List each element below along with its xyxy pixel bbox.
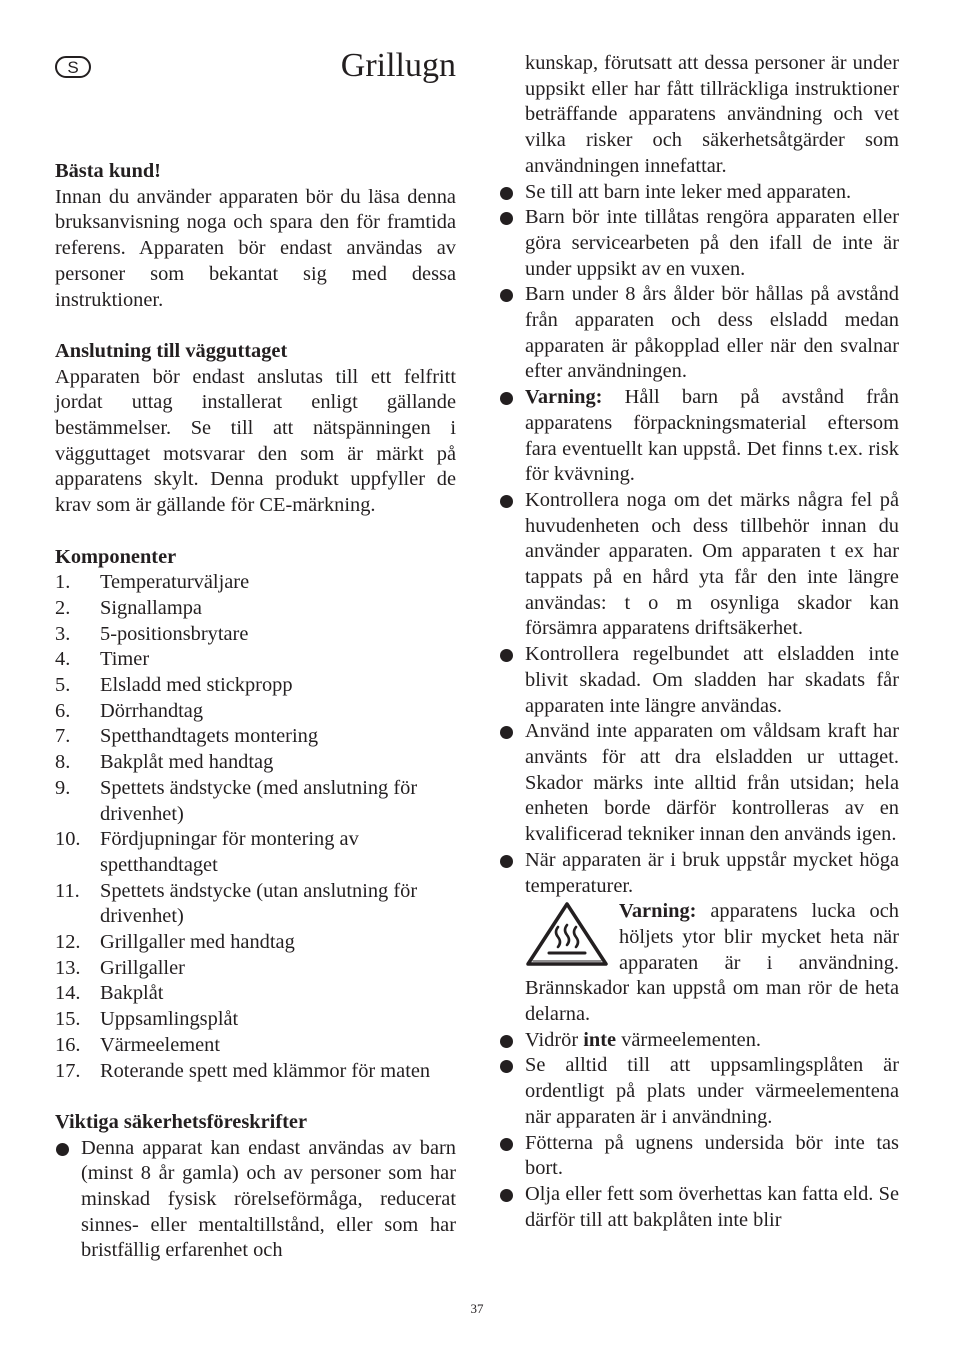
item-text: Kontrollera noga om det märks några fel på huvudenheten och dess tillbehör innan du använder apparaten. Om apparaten t ex har tappats på en hård yta får den inte längre användas: t o m osynliga skador kan försämra apparatens driftsäkerhet. xyxy=(525,488,899,640)
item-text: Denna apparat kan endast användas av barn (minst 8 år gamla) och av personer som har minskad fysisk rörelseförmåga, reducerat sinnes- eller mentaltillstånd, eller som har bristfällig erfarenhet och xyxy=(81,1136,456,1262)
item-text: Signallampa xyxy=(100,596,202,619)
list-item xyxy=(55,879,456,930)
list-item xyxy=(499,1053,899,1130)
item-text: Barn under 8 års ålder bör hållas på avstånd från apparaten och dess elsladd medan apparaten är påkopplad eller när den svalnar efter användningen. xyxy=(525,283,899,383)
item-text: Roterande spett med klämmor för maten xyxy=(100,1059,431,1082)
intro-heading: Bästa kund! xyxy=(55,160,161,182)
list-item xyxy=(55,981,456,1007)
item-text: Se alltid till att uppsamlingsplåten är ordentligt på plats under värmeelementena när apparaten är i användning. xyxy=(525,1054,899,1128)
item-text: Värmeelement xyxy=(100,1033,221,1056)
list-item xyxy=(499,1182,899,1233)
bullet-icon xyxy=(499,848,525,899)
components-list xyxy=(55,570,456,1084)
connection-body: Apparaten bör endast anslutas till ett felfritt jordat uttag installerat enligt gällande bestämmelser. Se till att nätspänningen i vägguttaget motsvarar den som är märkt på apparatens skylt. Denna produkt uppfyller de krav som är gällande för CE-märkning. xyxy=(55,365,456,517)
bullet-icon xyxy=(499,1182,525,1233)
list-item xyxy=(55,673,456,699)
item-text: 5-positionsbrytare xyxy=(100,622,249,645)
warning-text: Håll barn på avstånd från apparatens förpackningsmaterial eftersom fara eventuellt kan uppstå. Det finns t.ex. risk för kvävning. xyxy=(525,386,899,486)
item-number: 15. xyxy=(55,1008,81,1031)
bullet-icon xyxy=(499,205,525,282)
item-text: Spettets ändstycke (utan anslutning för drivenhet) xyxy=(100,879,418,928)
item-number: 17. xyxy=(55,1059,81,1082)
item-text: Bakplåt med handtag xyxy=(100,751,274,774)
item-text: Olja eller fett som överhettas kan fatta eld. Se därför till att bakplåten inte blir xyxy=(525,1182,899,1231)
safety-list-end xyxy=(499,1028,899,1234)
item-number: 12. xyxy=(55,931,81,954)
left-column xyxy=(55,159,456,1264)
language-badge xyxy=(55,56,91,78)
list-item xyxy=(499,385,899,488)
item-text-part: värmeelementen. xyxy=(616,1028,762,1051)
intro-body: Innan du använder apparaten bör du läsa denna bruksanvisning noga och spara den för framtida referens. Apparaten bör endast användas av personer som bekantat sig med dessa instruktioner. xyxy=(55,185,456,311)
item-text: Spettets ändstycke (med anslutning för drivenhet) xyxy=(100,776,418,825)
item-text: Kontrollera regelbundet att elsladden inte blivit skadad. Om sladden har skadats får apparaten inte längre användas. xyxy=(525,643,899,717)
bullet-icon xyxy=(499,1131,525,1182)
item-text xyxy=(525,1028,899,1054)
item-text xyxy=(525,385,899,488)
item-number: 7. xyxy=(55,725,71,748)
item-number: 6. xyxy=(55,699,71,722)
item-text: Se till att barn inte leker med apparaten. xyxy=(525,180,852,203)
list-item xyxy=(499,488,899,642)
safety-item-continuation: kunskap, förutsatt att dessa personer är under uppsikt eller har fått tillräckliga instruktioner beträffande apparatens användning och vet vilka risker och säkerhetsåtgärder som användningen innefattar. xyxy=(525,52,899,177)
item-text: Fördjupningar för montering av spetthandtaget xyxy=(100,828,359,876)
item-text: Bakplåt xyxy=(100,982,164,1005)
item-text: Barn bör inte tillåtas rengöra apparaten eller göra servicearbeten på den ifall de inte är under uppsikt av en vuxen. xyxy=(525,206,899,280)
item-number: 4. xyxy=(55,648,71,671)
list-item xyxy=(499,1131,899,1182)
list-item xyxy=(499,1028,899,1054)
components-heading: Komponenter xyxy=(55,545,177,568)
item-text: När apparaten är i bruk uppstår mycket höga temperaturer. xyxy=(525,848,899,897)
list-item xyxy=(499,719,899,848)
item-text: Timer xyxy=(100,648,150,671)
item-number: 2. xyxy=(55,596,71,619)
bullet-icon xyxy=(499,385,525,488)
item-text: Använd inte apparaten om våldsam kraft har använts för att dra elsladden ur uttaget. Skador märks inte alltid från utsidan; hela enheten borde därför kontrolleras av en kvalificerad tekniker innan den används igen. xyxy=(525,720,899,846)
item-text: Uppsamlingsplåt xyxy=(100,1008,239,1031)
warning-text: apparatens lucka och höljets ytor blir mycket heta när apparaten är i användning. Brännskador kan uppstå om man rör de heta delarna. xyxy=(525,900,899,1026)
list-item xyxy=(55,622,456,648)
list-item xyxy=(55,570,456,596)
list-item xyxy=(55,776,456,827)
safety-list xyxy=(499,180,899,900)
item-text: Spetthandtagets montering xyxy=(100,725,319,748)
safety-list-start xyxy=(55,1136,456,1265)
bullet-icon xyxy=(55,1136,81,1265)
warning-label: Varning: xyxy=(619,900,697,923)
item-number: 16. xyxy=(55,1033,81,1056)
emphasis-text: inte xyxy=(583,1028,617,1051)
list-item xyxy=(55,956,456,982)
list-item xyxy=(499,642,899,719)
bullet-icon xyxy=(499,1053,525,1130)
language-code: S xyxy=(67,57,79,77)
list-item xyxy=(499,180,899,206)
item-text: Dörrhandtag xyxy=(100,699,204,722)
page-number: 37 xyxy=(470,1301,484,1316)
item-text: Grillgaller xyxy=(100,956,185,979)
hot-surface-warning xyxy=(499,899,899,1028)
list-item xyxy=(499,282,899,385)
bullet-icon xyxy=(499,719,525,848)
item-number: 3. xyxy=(55,622,71,645)
safety-heading: Viktiga säkerhetsföreskrifter xyxy=(55,1110,307,1133)
item-number: 11. xyxy=(55,879,80,902)
warning-label: Varning: xyxy=(525,386,603,409)
connection-heading: Anslutning till vägguttaget xyxy=(55,339,288,362)
item-number: 8. xyxy=(55,751,71,774)
item-text: Temperaturväljare xyxy=(100,571,250,594)
list-item xyxy=(55,1033,456,1059)
list-item xyxy=(55,1136,456,1265)
item-number: 9. xyxy=(55,776,71,799)
list-item xyxy=(55,596,456,622)
list-item xyxy=(55,1059,456,1085)
list-item xyxy=(499,848,899,899)
list-item xyxy=(55,1007,456,1033)
item-number: 1. xyxy=(55,571,71,594)
bullet-icon xyxy=(499,1028,525,1054)
item-text: Fötterna på ugnens undersida bör inte tas bort. xyxy=(525,1131,899,1180)
list-item xyxy=(55,699,456,725)
bullet-icon xyxy=(499,642,525,719)
bullet-icon xyxy=(499,180,525,206)
item-text: Elsladd med stickpropp xyxy=(100,674,293,697)
item-number: 13. xyxy=(55,956,81,979)
list-item xyxy=(55,647,456,673)
item-text-part: Vidrör xyxy=(525,1028,584,1051)
bullet-icon xyxy=(499,282,525,385)
item-number: 14. xyxy=(55,982,81,1005)
item-number: 10. xyxy=(55,828,81,851)
list-item xyxy=(55,724,456,750)
item-number: 5. xyxy=(55,674,71,697)
list-item xyxy=(55,827,456,878)
hot-surface-warning-icon xyxy=(525,901,609,967)
right-column xyxy=(499,51,899,1233)
page-title: Grillugn xyxy=(340,47,456,84)
list-item xyxy=(499,205,899,282)
list-item xyxy=(55,930,456,956)
bullet-icon xyxy=(499,488,525,642)
item-text: Grillgaller med handtag xyxy=(100,931,295,954)
list-item xyxy=(55,750,456,776)
